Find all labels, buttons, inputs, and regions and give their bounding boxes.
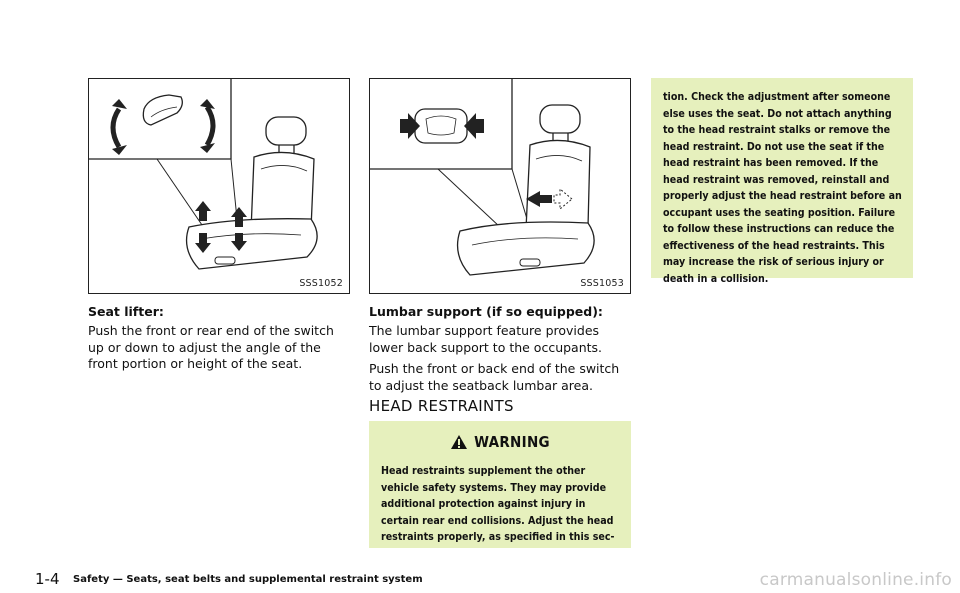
figure-seat-lifter [88, 78, 350, 294]
lumbar-text-1: The lumbar support feature provides lower back support to the occupants. [369, 323, 603, 355]
figure-code: SSS1053 [580, 278, 624, 289]
seat-lifter-illustration [89, 79, 351, 295]
warning-title [369, 433, 631, 451]
seat-lifter-text: Push the front or rear end of the switch up or down to adjust the angle of the front portion or height of the seat. [88, 323, 334, 371]
lumbar-text-2: Push the front or back end of the switch to adjust the seatback lumbar area. [369, 361, 620, 393]
lumbar-support-illustration [370, 79, 632, 295]
figure-code: SSS1052 [299, 278, 343, 289]
warning-label: WARNING [474, 433, 550, 451]
watermark: carmanualsonline.info [759, 570, 952, 590]
warning-text-2: tion. Check the adjustment after someone else uses the seat. Do not attach anything to the head restraint stalks or remove the head restraint. Do not use the seat if the head restraint has been removed. If the head restraint was removed, reinstall and properly adjust the head restraint before an occupant uses the seating position. Failure to follow these instructions can reduce the effectiveness of the head restraints. This may increase the risk of serious injury or death in a collision. [663, 91, 902, 285]
section-title: Safety — Seats, seat belts and supplemental restraint system [73, 574, 423, 585]
warning-icon [450, 434, 468, 450]
seat-lifter-heading: Seat lifter: [88, 304, 164, 319]
figure-lumbar-support [369, 78, 631, 294]
head-restraints-heading: HEAD RESTRAINTS [369, 397, 514, 415]
warning-box-continued [651, 78, 913, 285]
warning-text-1: Head restraints supplement the other vehicle safety systems. They may provide additional protection against injury in certain rear end collisions. Adjust the head restraints properly, as specified in this sec- [381, 465, 615, 543]
page-number: 1-4 [35, 570, 60, 588]
lumbar-heading: Lumbar support (if so equipped): [369, 304, 603, 319]
warning-box [369, 421, 631, 548]
